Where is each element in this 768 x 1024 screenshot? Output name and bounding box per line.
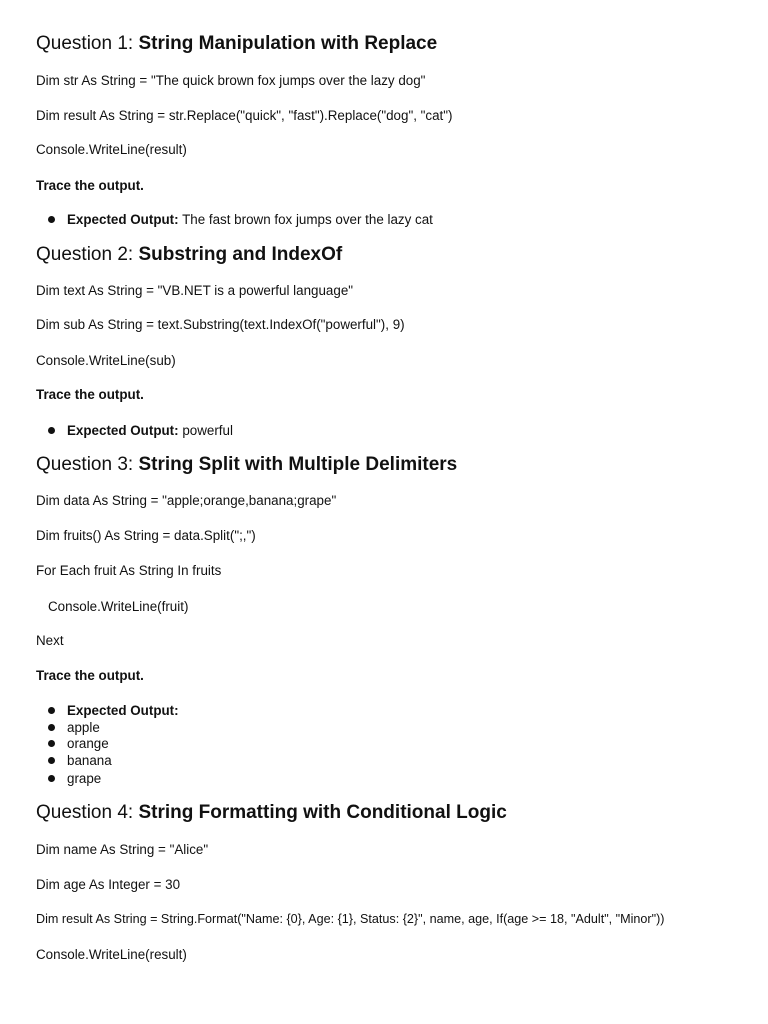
code-line: Dim name As String = "Alice" (36, 842, 209, 857)
code-line: Console.WriteLine(fruit) (48, 599, 189, 614)
code-line: Dim text As String = "VB.NET is a powerful language" (36, 283, 354, 298)
output-value: orange (67, 736, 109, 751)
expected-output-item (48, 211, 433, 229)
question-2-prefix: Question 2: (36, 244, 134, 265)
code-line: Next (36, 633, 64, 648)
trace-instruction: Trace the output. (36, 178, 144, 193)
bullet-icon (48, 775, 55, 782)
code-line: Console.WriteLine(sub) (36, 353, 176, 368)
question-3-prefix: Question 3: (36, 454, 134, 475)
question-1-prefix: Question 1: (36, 33, 134, 54)
bullet-icon (48, 216, 55, 223)
question-3-heading (36, 453, 457, 477)
output-list-item (48, 770, 101, 788)
code-line: For Each fruit As String In fruits (36, 563, 222, 578)
output-value: grape (67, 771, 102, 786)
code-line: Dim age As Integer = 30 (36, 877, 181, 892)
question-4-prefix: Question 4: (36, 802, 134, 823)
expected-output-item (48, 422, 233, 440)
question-3-title: String Split with Multiple Delimiters (138, 454, 458, 475)
expected-output-value: powerful (182, 423, 233, 438)
question-2-title: Substring and IndexOf (138, 244, 343, 265)
expected-output-label: Expected Output: (67, 423, 179, 438)
expected-output-label: Expected Output: (67, 212, 179, 227)
output-value: banana (67, 753, 112, 768)
bullet-icon (48, 707, 55, 714)
question-4-title: String Formatting with Conditional Logic (138, 802, 507, 823)
bullet-icon (48, 724, 55, 731)
expected-output-item (48, 702, 179, 720)
code-line: Dim result As String = String.Format("Name: {0}, Age: {1}, Status: {2}", name, age, If(age >= 18, "Adult", "Minor")) (36, 912, 665, 926)
code-line: Dim result As String = str.Replace("quick", "fast").Replace("dog", "cat") (36, 108, 453, 123)
output-value: apple (67, 720, 100, 735)
trace-instruction: Trace the output. (36, 387, 144, 402)
bullet-icon (48, 757, 55, 764)
question-1-heading (36, 32, 437, 56)
trace-instruction: Trace the output. (36, 668, 144, 683)
bullet-icon (48, 740, 55, 747)
expected-output-label: Expected Output: (67, 703, 179, 718)
expected-output-value: The fast brown fox jumps over the lazy cat (182, 212, 433, 227)
question-2-heading (36, 243, 342, 267)
question-4-heading (36, 801, 507, 825)
output-list-item (48, 752, 112, 770)
code-line: Dim fruits() As String = data.Split(";,") (36, 528, 256, 543)
bullet-icon (48, 427, 55, 434)
code-line: Console.WriteLine(result) (36, 142, 187, 157)
code-line: Dim data As String = "apple;orange,banana;grape" (36, 493, 337, 508)
question-1-title: String Manipulation with Replace (138, 33, 438, 54)
code-line: Dim str As String = "The quick brown fox jumps over the lazy dog" (36, 73, 426, 88)
code-line: Console.WriteLine(result) (36, 947, 187, 962)
code-line: Dim sub As String = text.Substring(text.IndexOf("powerful"), 9) (36, 317, 405, 332)
output-list-item (48, 735, 109, 753)
